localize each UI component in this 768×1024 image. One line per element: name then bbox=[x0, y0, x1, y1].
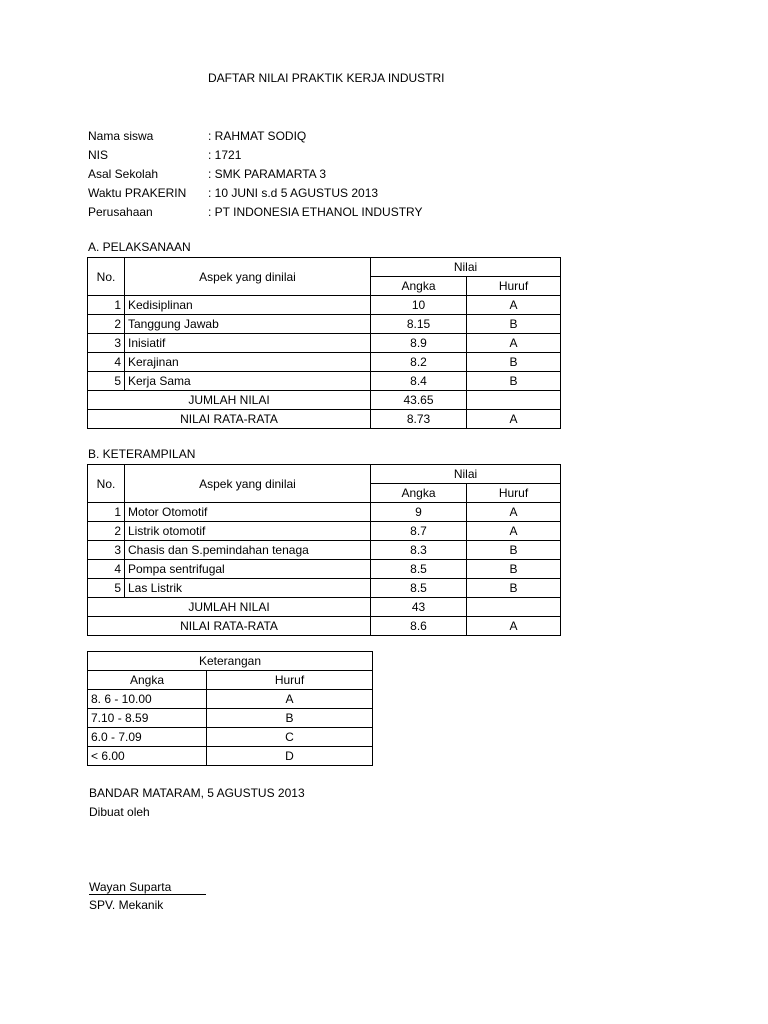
average-huruf: A bbox=[467, 617, 561, 636]
info-value: : SMK PARAMARTA 3 bbox=[208, 167, 327, 181]
average-row bbox=[88, 617, 561, 636]
row-aspect: Las Listrik bbox=[125, 579, 371, 598]
table-row bbox=[88, 522, 561, 541]
table-row bbox=[88, 579, 561, 598]
row-huruf: A bbox=[467, 334, 561, 353]
row-angka: 8.2 bbox=[371, 353, 467, 372]
row-aspect: Motor Otomotif bbox=[125, 503, 371, 522]
made-by: Dibuat oleh bbox=[89, 805, 150, 819]
col-header-no: No. bbox=[88, 258, 125, 296]
row-aspect: Inisiatif bbox=[125, 334, 371, 353]
row-angka: 8.5 bbox=[371, 579, 467, 598]
table-row bbox=[88, 372, 561, 391]
average-label: NILAI RATA-RATA bbox=[88, 617, 371, 636]
legend-huruf: A bbox=[207, 690, 373, 709]
legend-row bbox=[88, 709, 373, 728]
col-header-angka: Angka bbox=[371, 484, 467, 503]
student-info bbox=[88, 127, 423, 222]
col-header-huruf: Huruf bbox=[467, 484, 561, 503]
row-huruf: A bbox=[467, 522, 561, 541]
row-huruf: B bbox=[467, 560, 561, 579]
legend-range: 7.10 - 8.59 bbox=[88, 709, 207, 728]
info-label: Waktu PRAKERIN bbox=[88, 186, 187, 200]
col-header-nilai: Nilai bbox=[371, 465, 561, 484]
section-b-heading: B. KETERAMPILAN bbox=[88, 447, 196, 461]
row-no: 5 bbox=[88, 579, 125, 598]
row-huruf: B bbox=[467, 353, 561, 372]
col-header-no: No. bbox=[88, 465, 125, 503]
row-angka: 8.3 bbox=[371, 541, 467, 560]
info-value: : 1721 bbox=[208, 148, 242, 162]
legend-range: 6.0 - 7.09 bbox=[88, 728, 207, 747]
legend-range: < 6.00 bbox=[88, 747, 207, 766]
average-label: NILAI RATA-RATA bbox=[88, 410, 371, 429]
legend-huruf: B bbox=[207, 709, 373, 728]
row-no: 5 bbox=[88, 372, 125, 391]
col-header-angka: Angka bbox=[371, 277, 467, 296]
legend-col-angka: Angka bbox=[88, 671, 207, 690]
row-aspect: Tanggung Jawab bbox=[125, 315, 371, 334]
average-value: 8.6 bbox=[371, 617, 467, 636]
table-pelaksanaan bbox=[87, 257, 561, 429]
total-row bbox=[88, 598, 561, 617]
signer-title: SPV. Mekanik bbox=[89, 898, 164, 912]
row-aspect: Kerja Sama bbox=[125, 372, 371, 391]
table-row bbox=[88, 560, 561, 579]
signer-name: Wayan Suparta bbox=[89, 880, 206, 895]
row-huruf: B bbox=[467, 579, 561, 598]
total-label: JUMLAH NILAI bbox=[88, 598, 371, 617]
col-header-huruf: Huruf bbox=[467, 277, 561, 296]
table-row bbox=[88, 334, 561, 353]
legend-col-huruf: Huruf bbox=[207, 671, 373, 690]
row-no: 4 bbox=[88, 560, 125, 579]
table-keterampilan bbox=[87, 464, 561, 636]
info-row-name bbox=[88, 127, 423, 146]
legend-range: 8. 6 - 10.00 bbox=[88, 690, 207, 709]
row-no: 1 bbox=[88, 296, 125, 315]
legend-huruf: C bbox=[207, 728, 373, 747]
total-row bbox=[88, 391, 561, 410]
total-huruf bbox=[467, 391, 561, 410]
legend-row bbox=[88, 690, 373, 709]
row-angka: 8.4 bbox=[371, 372, 467, 391]
table-row bbox=[88, 541, 561, 560]
legend-row bbox=[88, 747, 373, 766]
row-huruf: B bbox=[467, 541, 561, 560]
total-value: 43.65 bbox=[371, 391, 467, 410]
row-huruf: B bbox=[467, 315, 561, 334]
info-label: Nama siswa bbox=[88, 129, 154, 143]
row-no: 3 bbox=[88, 541, 125, 560]
info-row-school bbox=[88, 165, 423, 184]
info-label: Perusahaan bbox=[88, 205, 153, 219]
average-row bbox=[88, 410, 561, 429]
info-value: : RAHMAT SODIQ bbox=[208, 129, 307, 143]
table-row bbox=[88, 296, 561, 315]
col-header-nilai: Nilai bbox=[371, 258, 561, 277]
row-aspect: Chasis dan S.pemindahan tenaga bbox=[125, 541, 371, 560]
row-no: 1 bbox=[88, 503, 125, 522]
info-row-period bbox=[88, 184, 423, 203]
legend-row bbox=[88, 728, 373, 747]
row-angka: 8.9 bbox=[371, 334, 467, 353]
info-label: Asal Sekolah bbox=[88, 167, 159, 181]
row-no: 2 bbox=[88, 315, 125, 334]
table-row bbox=[88, 315, 561, 334]
table-row bbox=[88, 503, 561, 522]
row-angka: 10 bbox=[371, 296, 467, 315]
row-aspect: Pompa sentrifugal bbox=[125, 560, 371, 579]
row-aspect: Kedisiplinan bbox=[125, 296, 371, 315]
info-label: NIS bbox=[88, 148, 109, 162]
row-no: 3 bbox=[88, 334, 125, 353]
table-row bbox=[88, 353, 561, 372]
row-huruf: A bbox=[467, 296, 561, 315]
row-huruf: B bbox=[467, 372, 561, 391]
legend-heading: Keterangan bbox=[88, 652, 373, 671]
info-row-company bbox=[88, 203, 423, 222]
info-value: : 10 JUNI s.d 5 AGUSTUS 2013 bbox=[208, 186, 379, 200]
total-huruf bbox=[467, 598, 561, 617]
total-value: 43 bbox=[371, 598, 467, 617]
row-angka: 8.5 bbox=[371, 560, 467, 579]
row-no: 2 bbox=[88, 522, 125, 541]
row-no: 4 bbox=[88, 353, 125, 372]
legend-table bbox=[87, 651, 373, 766]
row-aspect: Listrik otomotif bbox=[125, 522, 371, 541]
total-label: JUMLAH NILAI bbox=[88, 391, 371, 410]
average-huruf: A bbox=[467, 410, 561, 429]
place-date: BANDAR MATARAM, 5 AGUSTUS 2013 bbox=[89, 786, 305, 800]
info-value: : PT INDONESIA ETHANOL INDUSTRY bbox=[208, 205, 423, 219]
info-row-nis bbox=[88, 146, 423, 165]
row-angka: 8.15 bbox=[371, 315, 467, 334]
row-huruf: A bbox=[467, 503, 561, 522]
document-title: DAFTAR NILAI PRAKTIK KERJA INDUSTRI bbox=[208, 71, 445, 85]
row-angka: 8.7 bbox=[371, 522, 467, 541]
legend-huruf: D bbox=[207, 747, 373, 766]
row-angka: 9 bbox=[371, 503, 467, 522]
average-value: 8.73 bbox=[371, 410, 467, 429]
section-a-heading: A. PELAKSANAAN bbox=[88, 240, 191, 254]
row-aspect: Kerajinan bbox=[125, 353, 371, 372]
col-header-aspect: Aspek yang dinilai bbox=[125, 258, 371, 296]
col-header-aspect: Aspek yang dinilai bbox=[125, 465, 371, 503]
